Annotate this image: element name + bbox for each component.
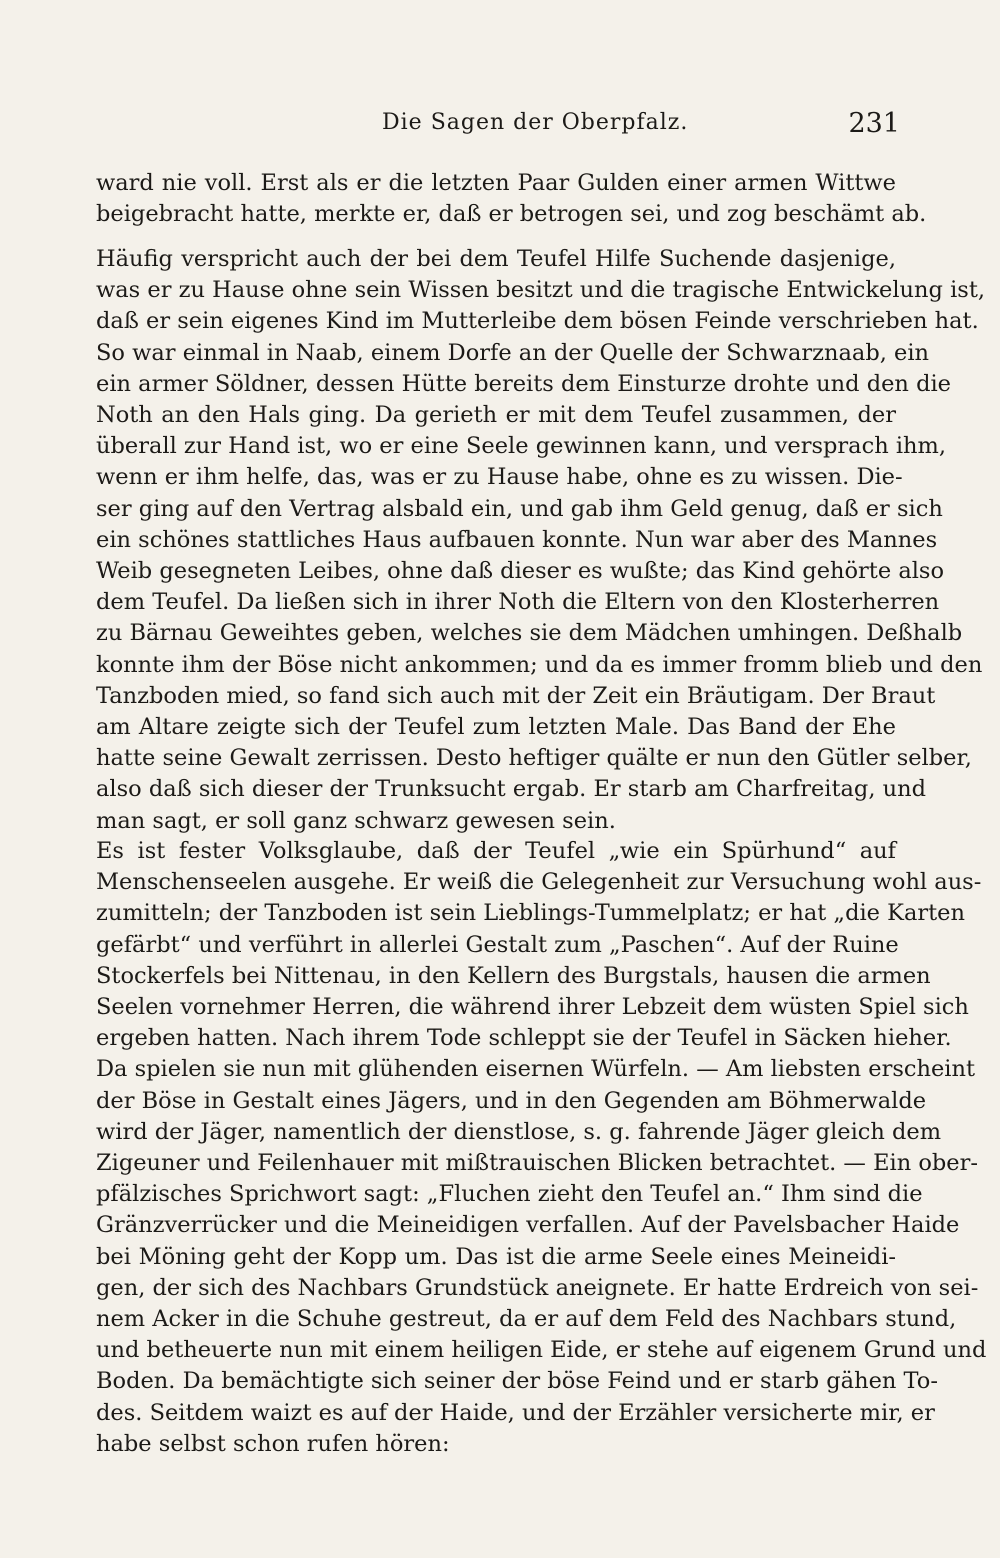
text-line: pfälzisches Sprichwort sagt: „Fluchen zieht den Teufel an.“ Ihm sind die xyxy=(96,1181,923,1208)
text-line: ein armer Söldner, dessen Hütte bereits dem Einsturze drohte und den die xyxy=(96,370,951,397)
text-line: Da spielen sie nun mit glühenden eisernen Würfeln. — Am liebsten erscheint xyxy=(96,1056,976,1083)
text-line: der Böse in Gestalt eines Jägers, und in den Gegenden am Böhmerwalde xyxy=(96,1087,927,1114)
text-line: überall zur Hand ist, wo er eine Seele gewinnen kann, und versprach ihm, xyxy=(96,433,947,460)
text-line: und betheuerte nun mit einem heiligen Eide, er stehe auf eigenem Grund und xyxy=(96,1337,987,1364)
text-line: ser ging auf den Vertrag alsbald ein, und gab ihm Geld genug, daß er sich xyxy=(96,495,943,522)
text-line: gen, der sich des Nachbars Grundstück aneignete. Er hatte Erdreich von sei- xyxy=(96,1274,979,1301)
text-line: Weib gesegneten Leibes, ohne daß dieser es wußte; das Kind gehörte also xyxy=(96,558,945,584)
running-head: Die Sagen der Oberpfalz. xyxy=(382,110,689,135)
text-line: zu Bärnau Geweihtes geben, welches sie dem Mädchen umhingen. Deßhalb xyxy=(96,620,963,647)
text-line: gefärbt“ und verführt in allerlei Gestalt zum „Paschen“. Auf der Ruine xyxy=(96,931,899,958)
text-line: hatte seine Gewalt zerrissen. Desto heftiger quälte er nun den Gütler selber, xyxy=(96,745,972,772)
text-line: was er zu Hause ohne sein Wissen besitzt und die tragische Entwickelung ist, xyxy=(96,277,986,304)
text-line: am Altare zeigte sich der Teufel zum letzten Male. Das Band der Ehe xyxy=(96,714,896,740)
text-line: Stockerfels bei Nittenau, in den Kellern des Burgstals, hausen die armen xyxy=(96,962,931,989)
text-line: Seelen vornehmer Herren, die während ihrer Lebzeit dem wüsten Spiel sich xyxy=(96,994,969,1020)
text-line: also daß sich dieser der Trunksucht ergab. Er starb am Charfreitag, und xyxy=(96,776,927,803)
text-line: man sagt, er soll ganz schwarz gewesen sein. xyxy=(96,807,616,834)
text-line: Zigeuner und Feilenhauer mit mißtrauischen Blicken betrachtet. — Ein ober- xyxy=(96,1150,978,1176)
text-line: Häufig verspricht auch der bei dem Teufel Hilfe Suchende dasjenige, xyxy=(96,246,896,272)
text-line: Boden. Da bemächtigte sich seiner der böse Feind und er starb gähen To- xyxy=(96,1368,938,1395)
text-line: daß er sein eigenes Kind im Mutterleibe dem bösen Feinde verschrieben hat. xyxy=(96,308,979,335)
text-line: So war einmal in Naab, einem Dorfe an der Quelle der Schwarznaab, ein xyxy=(96,339,930,366)
text-line: bei Möning geht der Kopp um. Das ist die arme Seele eines Meineidi- xyxy=(96,1243,896,1270)
text-line: dem Teufel. Da ließen sich in ihrer Noth die Eltern von den Klosterherren xyxy=(96,589,940,616)
text-line: wird der Jäger, namentlich der dienstlose, s. g. fahrende Jäger gleich dem xyxy=(96,1118,942,1145)
text-line: ein schönes stattliches Haus aufbauen konnte. Nun war aber des Mannes xyxy=(96,526,938,553)
text-line: Es ist fester Volksglaube, daß der Teufel „wie ein Spürhund“ auf xyxy=(96,838,896,864)
text-line: konnte ihm der Böse nicht ankommen; und da es immer fromm blieb und den xyxy=(96,651,983,678)
text-line: nem Acker in die Schuhe gestreut, da er auf dem Feld des Nachbars stund, xyxy=(96,1306,957,1332)
text-line: Tanzboden mied, so fand sich auch mit der Zeit ein Bräutigam. Der Braut xyxy=(96,682,936,709)
text-line: ward nie voll. Erst als er die letzten Paar Gulden einer armen Wittwe xyxy=(96,170,896,196)
text-line: des. Seitdem waizt es auf der Haide, und der Erzähler versicherte mir, er xyxy=(96,1399,935,1426)
text-line: Noth an den Hals ging. Da gerieth er mit dem Teufel zusammen, der xyxy=(96,402,896,428)
text-line: ergeben hatten. Nach ihrem Tode schleppt sie der Teufel in Säcken hieher. xyxy=(96,1025,952,1052)
text-line: beigebracht hatte, merkte er, daß er betrogen sei, und zog beschämt ab. xyxy=(96,201,927,228)
text-line: zumitteln; der Tanzboden ist sein Lieblings-Tummelplatz; er hat „die Karten xyxy=(96,900,965,927)
text-line: Gränzverrücker und die Meineidigen verfallen. Auf der Pavelsbacher Haide xyxy=(96,1212,960,1239)
page-number: 231 xyxy=(848,108,900,139)
text-line: Menschenseelen ausgehe. Er weiß die Gelegenheit zur Versuchung wohl aus- xyxy=(96,869,982,896)
text-line: wenn er ihm helfe, das, was er zu Hause habe, ohne es zu wissen. Die- xyxy=(96,464,903,491)
text-line: habe selbst schon rufen hören: xyxy=(96,1430,450,1457)
